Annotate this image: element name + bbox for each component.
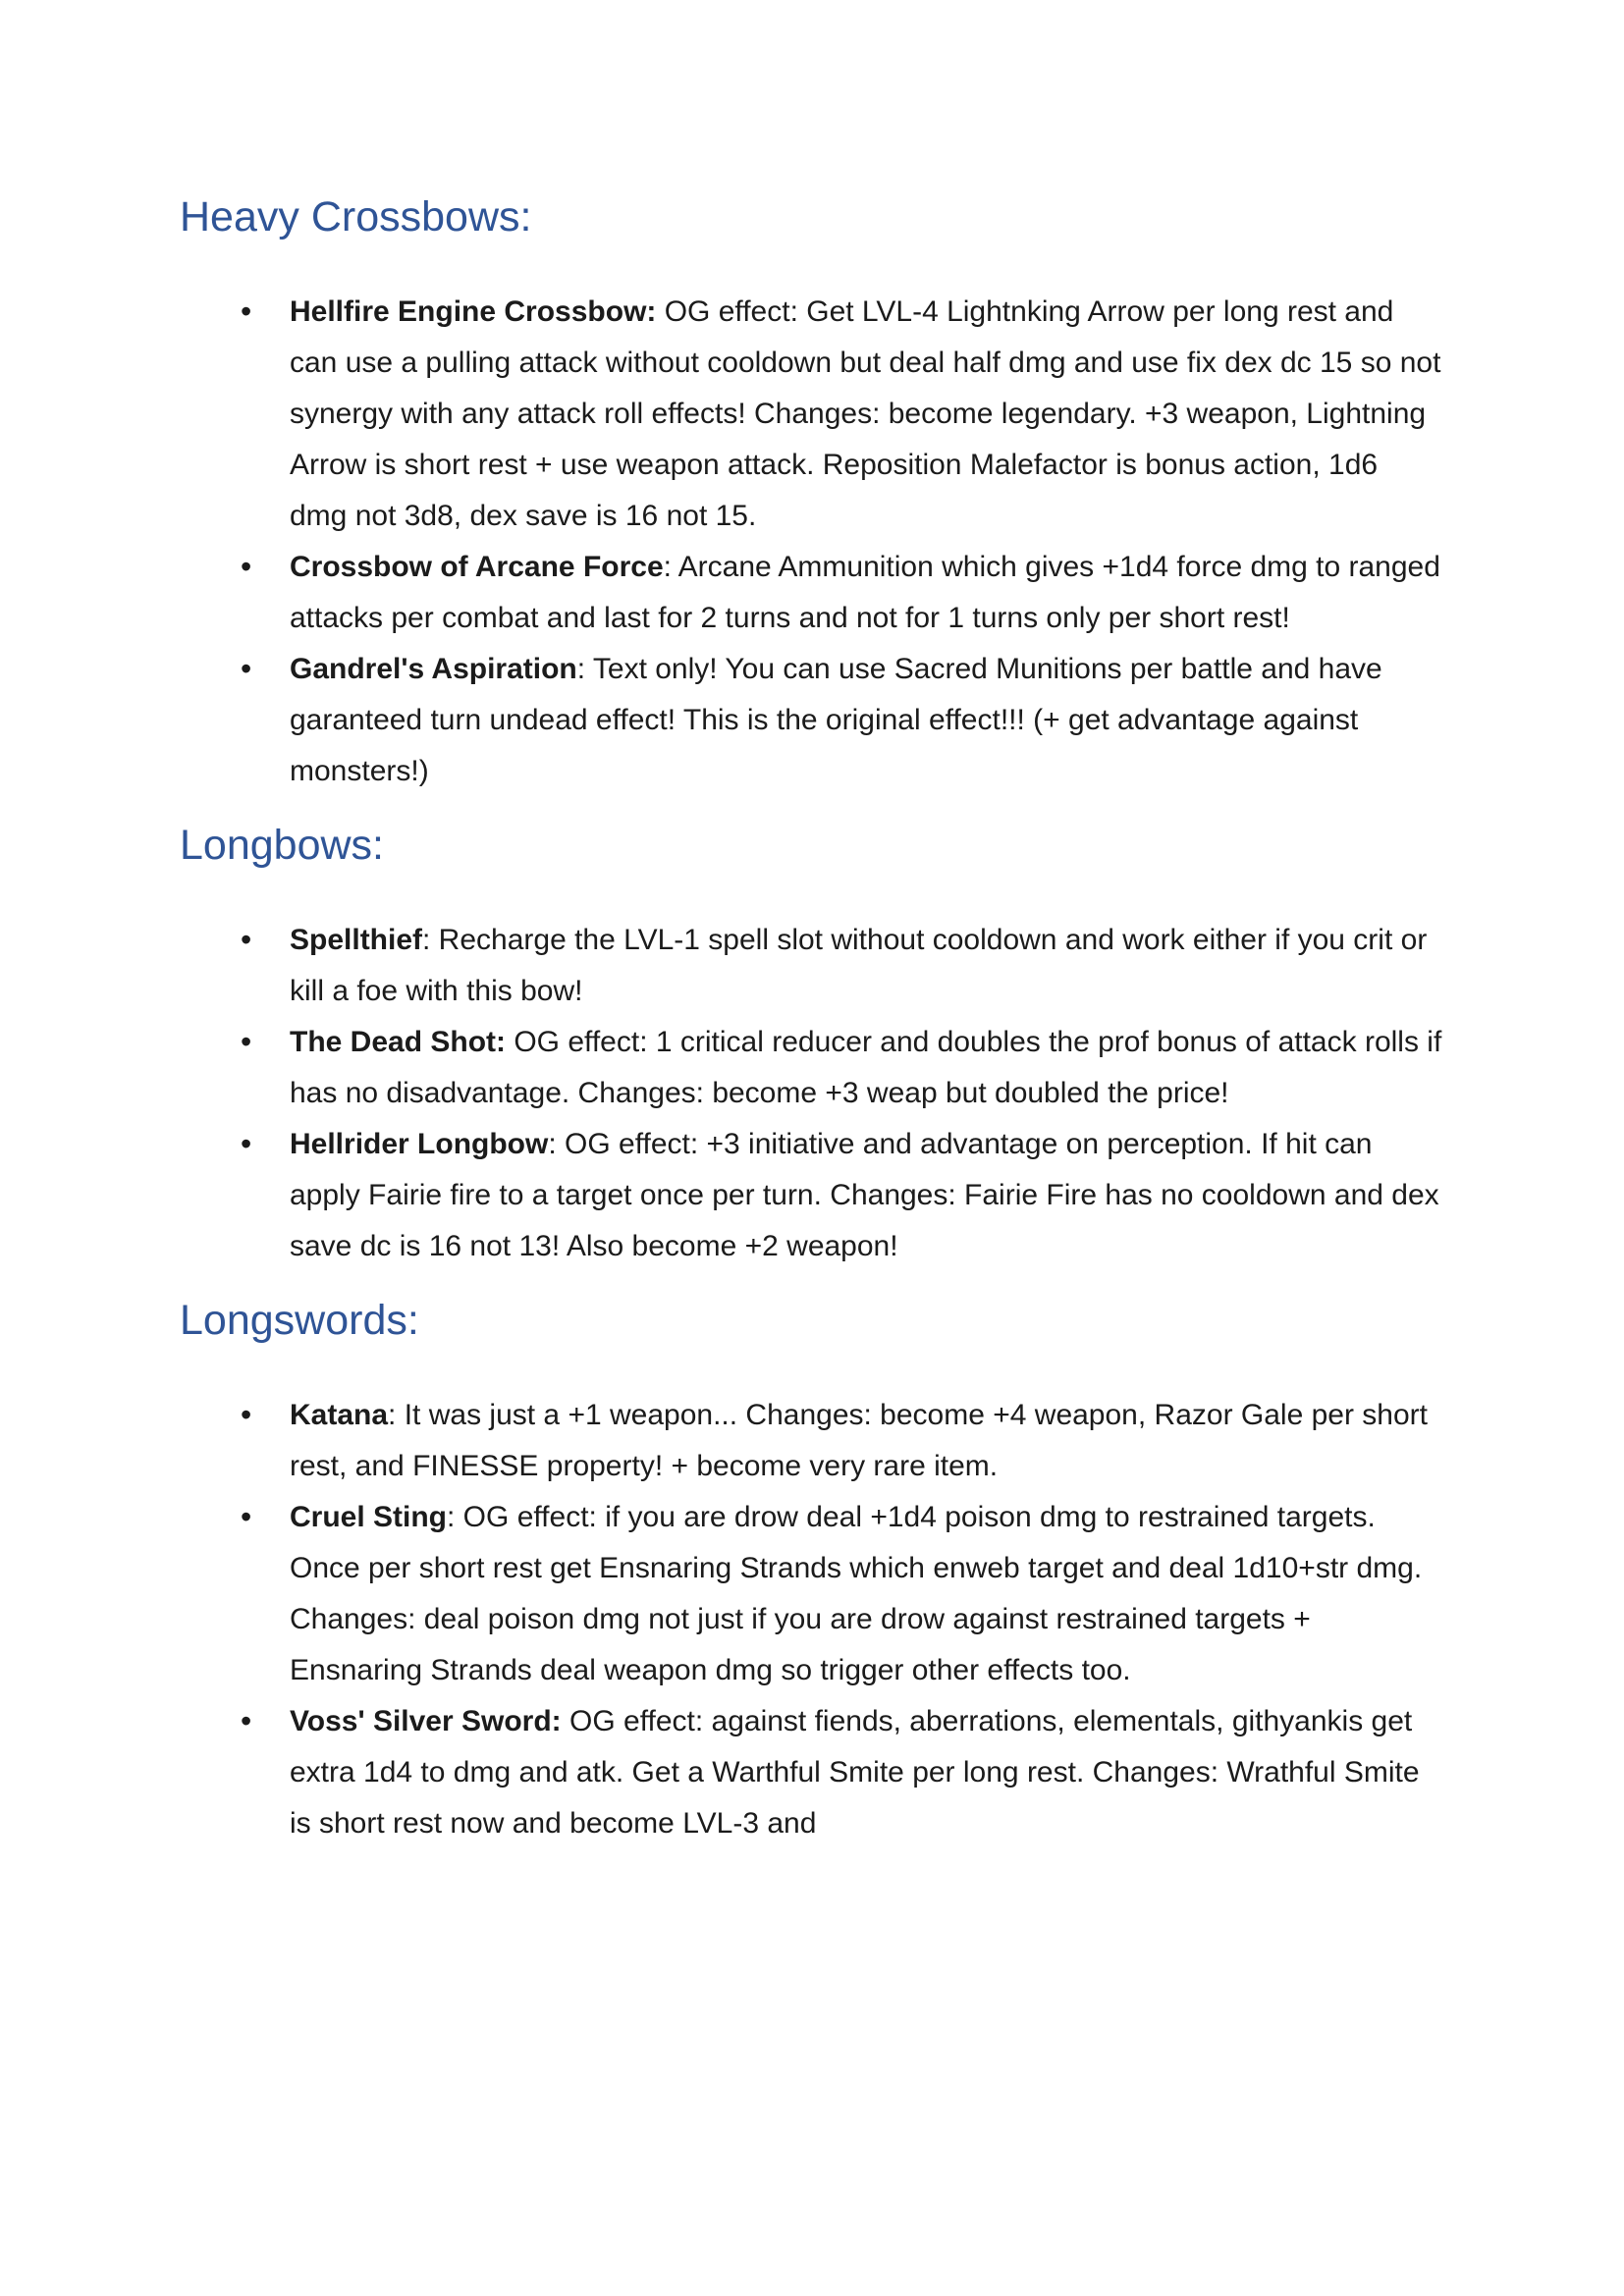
item-name: Spellthief — [290, 924, 423, 956]
item-text: : Arcane Ammunition which gives +1d4 force dmg to ranged attacks per combat and last for 2 turns and not for 1 turns only per short rest! — [290, 551, 1440, 634]
item-text: OG effect: Get LVL-4 Lightnking Arrow per long rest and can use a pulling attack without cooldown but deal half dmg and use fix dex dc 15 so not synergy with any attack roll effects! Changes: become legendary. +3 weapon, Lightning Arrow is short rest + use weapon attack. Reposition Malefactor is bonus action, 1d6 dmg not 3d8, dex save is 16 not 15. — [290, 295, 1441, 532]
section-heavy-crossbows — [180, 192, 1442, 797]
item-text: : Recharge the LVL-1 spell slot without cooldown and work either if you crit or kill a foe with this bow! — [290, 924, 1428, 1007]
item-text: : OG effect: +3 initiative and advantage on perception. If hit can apply Fairie fire to a target once per turn. Changes: Fairie Fire has no cooldown and dex save dc is 16 not 13! Also become +2 weapon! — [290, 1128, 1439, 1262]
item-list — [180, 287, 1442, 797]
section-longswords — [180, 1296, 1442, 1849]
item-text: : Text only! You can use Sacred Munitions per battle and have garanteed turn undead effect! This is the original effect!!! (+ get advantage against monsters!) — [290, 653, 1382, 787]
item-list — [180, 1390, 1442, 1849]
section-heading: Heavy Crossbows: — [180, 193, 532, 240]
list-item — [290, 644, 1442, 797]
section-heading: Longswords: — [180, 1297, 419, 1344]
item-text: OG effect: against fiends, aberrations, elementals, githyankis get extra 1d4 to dmg and atk. Get a Warthful Smite per long rest. Changes: Wrathful Smite is short rest now and become LVL-3 and — [290, 1705, 1420, 1840]
item-name: Cruel Sting — [290, 1501, 448, 1533]
list-item — [290, 1017, 1442, 1119]
item-name: Katana — [290, 1399, 389, 1431]
item-name: Voss' Silver Sword: — [290, 1705, 562, 1737]
item-text: : It was just a +1 weapon... Changes: become +4 weapon, Razor Gale per short rest, and FINESSE property! + become very rare item. — [290, 1399, 1428, 1482]
list-item — [290, 287, 1442, 542]
list-item — [290, 1696, 1442, 1849]
list-item — [290, 1390, 1442, 1492]
list-item — [290, 542, 1442, 644]
item-text: : OG effect: if you are drow deal +1d4 poison dmg to restrained targets. Once per short rest get Ensnaring Strands which enweb target and deal 1d10+str dmg. Changes: deal poison dmg not just if you are drow against restrained targets + Ensnaring Strands deal weapon dmg so trigger other effects too. — [290, 1501, 1423, 1686]
item-name: Crossbow of Arcane Force — [290, 551, 664, 583]
section-longbows — [180, 821, 1442, 1272]
list-item — [290, 1119, 1442, 1272]
section-heading: Longbows: — [180, 822, 384, 869]
list-item — [290, 915, 1442, 1017]
item-name: Hellrider Longbow — [290, 1128, 549, 1160]
item-list — [180, 915, 1442, 1272]
item-text: OG effect: 1 critical reducer and doubles the prof bonus of attack rolls if has no disadvantage. Changes: become +3 weap but doubled the price! — [290, 1026, 1442, 1109]
item-name: Gandrel's Aspiration — [290, 653, 577, 685]
item-name: The Dead Shot: — [290, 1026, 507, 1058]
item-name: Hellfire Engine Crossbow: — [290, 295, 657, 328]
list-item — [290, 1492, 1442, 1696]
